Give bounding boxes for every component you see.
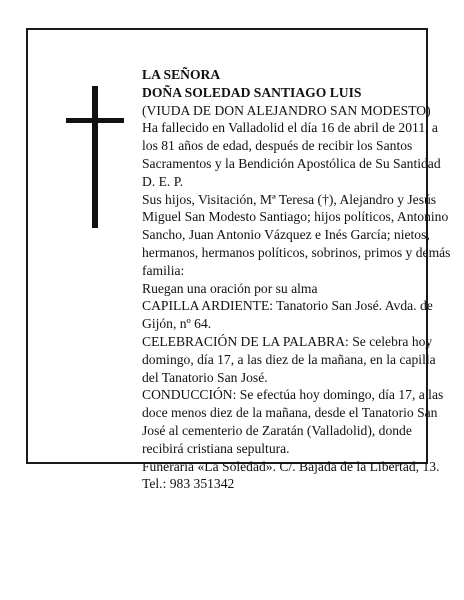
deceased-name: DOÑA SOLEDAD SANTIAGO LUIS (142, 84, 362, 100)
funeral-home-text: Funeraria «La Soledad». C/. Bajada de la Libertad, 13. (142, 458, 440, 474)
obituary-frame (26, 28, 451, 492)
phone-text: Tel.: 983 351342 (142, 476, 235, 492)
prayer-text: Ruegan una oración por su alma (142, 280, 318, 296)
title-line: LA SEÑORA (142, 67, 221, 82)
chapel-text: CAPILLA ARDIENTE: Tanatorio San José. Avda. de Gijón, nº 64. (142, 298, 433, 332)
celebration-text: CELEBRACIÓN DE LA PALABRA: Se celebra hoy domingo, día 17, a las diez de la mañana, en la capilla del Tanatorio San José. (142, 333, 436, 385)
rip-text: D. E. P. (142, 173, 184, 189)
cross-icon (92, 86, 98, 228)
widow-note: (VIUDA DE DON ALEJANDRO SAN MODESTO) (142, 102, 431, 118)
cross-icon-bar (66, 118, 124, 123)
conduction-text: CONDUCCIÓN: Se efectúa hoy domingo, día 17, a las doce menos diez de la mañana, desde el Tanatorio San José al cementerio de Zaratán (Valladolid), donde recibirá cristiana sepultura. (142, 387, 444, 456)
obituary-text (142, 66, 452, 493)
family-text: Sus hijos, Visitación, Mª Teresa (†), Alejandro y Jesús Miguel San Modesto Santiago; hijos políticos, Antonino Sancho, Juan Antonio Vázquez e Inés García; nietos, hermanos, hermanos políticos, sobrinos, primos y demás familia: (142, 191, 451, 278)
death-text: Ha fallecido en Valladolid el día 16 de abril de 2011, a los 81 años de edad, después de recibir los Santos Sacramentos y la Bendición Apostólica de Su Santidad (142, 120, 441, 171)
